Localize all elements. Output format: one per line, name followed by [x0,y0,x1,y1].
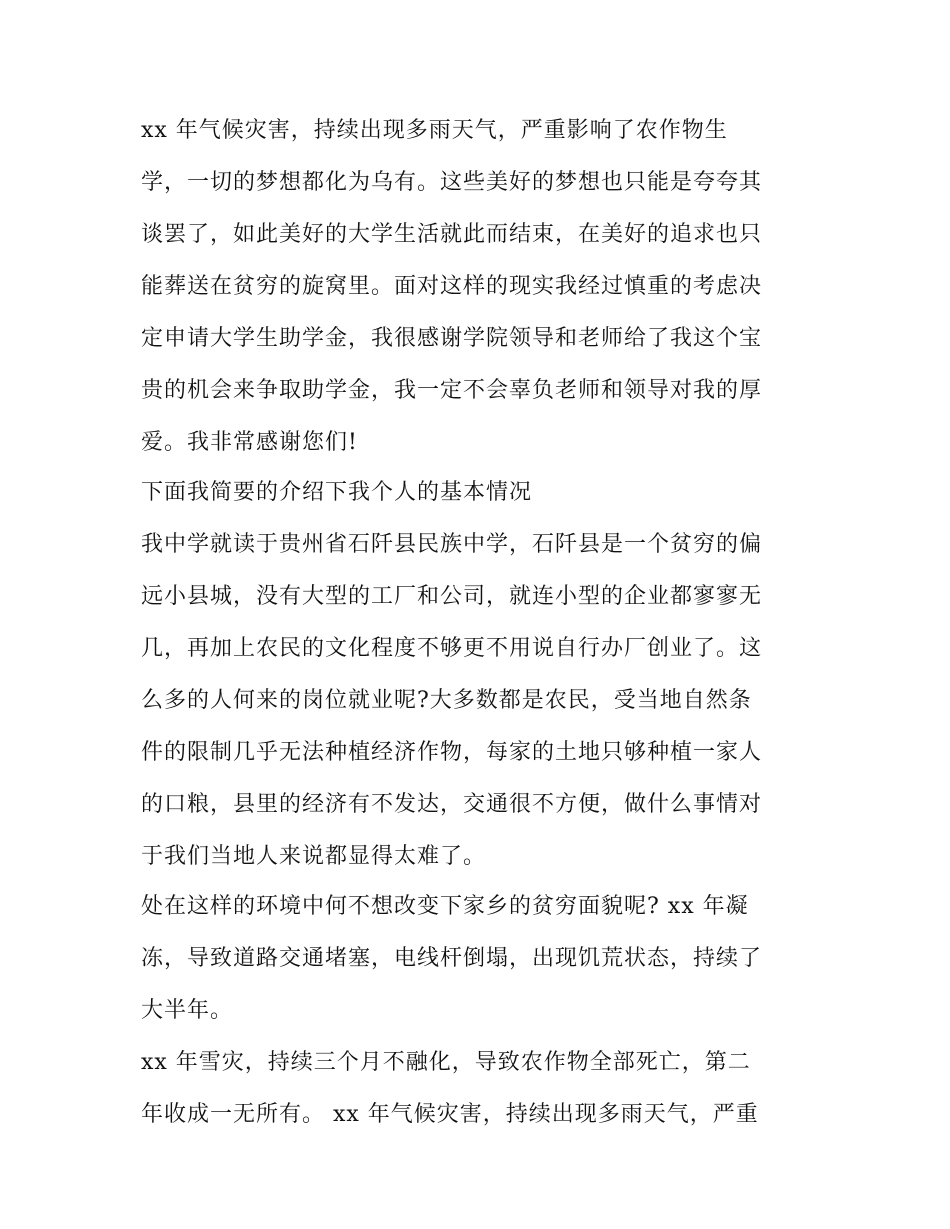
text-line: 几，再加上农民的文化程度不够更不用说自行办厂创业了。这 [141,636,763,661]
text-line: 我中学就读于贵州省石阡县民族中学，石阡县是一个贫穷的偏 [141,532,763,557]
text-line: 能葬送在贫穷的旋窝里。面对这样的现实我经过慎重的考虑决 [141,274,763,299]
text-line: 谈罢了，如此美好的大学生活就此而结束，在美好的追求也只 [141,222,763,247]
text-line: 下面我简要的介绍下我个人的基本情况 [141,480,533,505]
text-line: 定申请大学生助学金，我很感谢学院领导和老师给了我这个宝 [141,326,763,351]
text-line: 处在这样的环境中何不想改变下家乡的贫穷面貌呢? xx 年凝 [141,894,749,919]
text-line: 年收成一无所有。 xx 年气候灾害，持续出现多雨天气，严重 [141,1102,759,1127]
text-line: xx 年气候灾害，持续出现多雨天气，严重影响了农作物生 [141,118,728,143]
text-line: 的口粮，县里的经济有不发达，交通很不方便，做什么事情对 [141,792,763,817]
text-line: 么多的人何来的岗位就业呢?大多数都是农民，受当地自然条 [141,688,752,713]
text-line: xx 年雪灾，持续三个月不融化，导致农作物全部死亡，第二 [141,1050,751,1075]
text-line: 学，一切的梦想都化为乌有。这些美好的梦想也只能是夸夸其 [141,170,763,195]
text-line: 远小县城，没有大型的工厂和公司，就连小型的企业都寥寥无 [141,584,763,609]
text-line: 于我们当地人来说都显得太难了。 [141,844,487,869]
text-line: 贵的机会来争取助学金，我一定不会辜负老师和领导对我的厚 [141,378,763,403]
text-line: 件的限制几乎无法种植经济作物，每家的土地只够种植一家人 [141,740,763,765]
text-line: 大半年。 [141,998,234,1023]
text-line: 冻，导致道路交通堵塞，电线杆倒塌，出现饥荒状态，持续了 [141,946,763,971]
text-line: 爱。我非常感谢您们! [141,430,358,455]
